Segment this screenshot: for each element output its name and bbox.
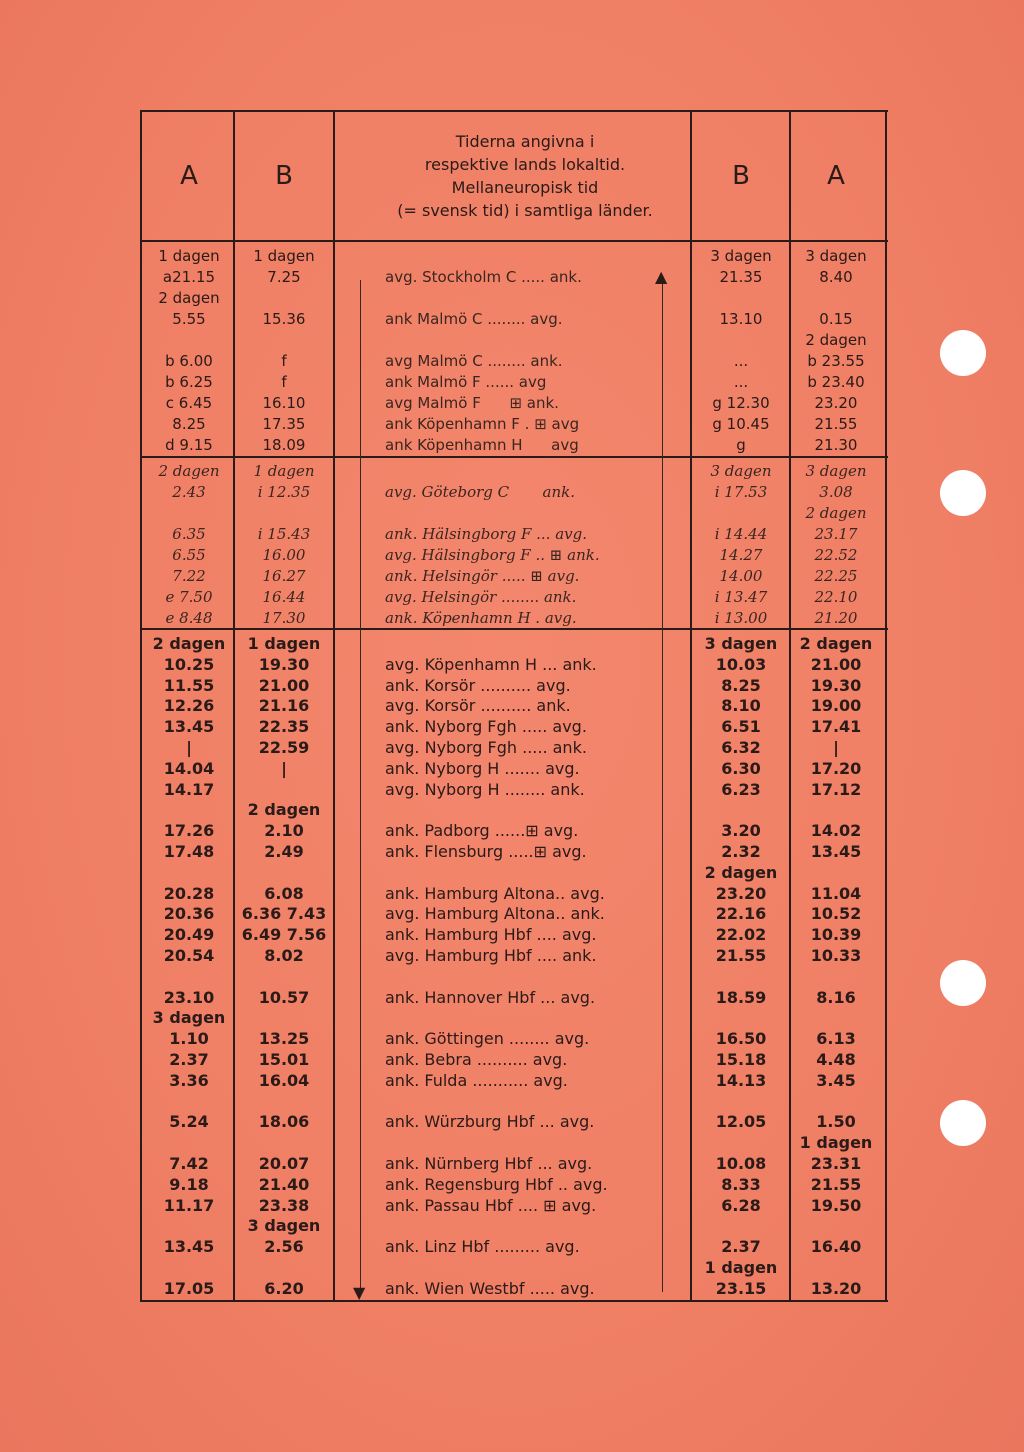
sec1-station-cell: ank Malmö F ...... avg [385, 373, 547, 391]
sec1-col-b-right-cell: g [736, 436, 746, 454]
sec1-col-a-left-cell: 1 dagen [158, 247, 220, 265]
sec3-col-a-right-cell: 14.02 [810, 821, 862, 841]
header-col-a-right: A [827, 161, 845, 191]
sec3-col-a-left-cell: 20.36 [163, 904, 215, 924]
sec2-col-a-left-cell: 7.22 [172, 567, 206, 585]
sec3-col-a-right-cell: 17.20 [810, 758, 862, 778]
sec2-col-b-left-cell: 16.44 [262, 588, 306, 606]
sec1-station-cell: ank Köpenhamn H avg [385, 436, 579, 454]
sec2-col-b-right-cell: i 17.53 [714, 483, 768, 501]
sec3-col-b-left-cell: 15.01 [258, 1050, 310, 1069]
sec3-col-a-right-cell: 19.50 [810, 1195, 862, 1215]
sec3-col-b-right-cell: 16.50 [715, 1029, 767, 1049]
sec3-col-a-right-cell: 10.33 [810, 946, 862, 965]
down-arrow-icon: ▼ [353, 1283, 366, 1302]
sec3-col-b-left-cell: 2 dagen [247, 800, 321, 820]
sec3-col-b-right-cell: 6.23 [721, 779, 761, 799]
sec3-col-b-right-cell: 12.05 [715, 1112, 767, 1132]
sec3-col-a-right-cell: 4.48 [816, 1050, 856, 1069]
col-divider-6 [885, 110, 887, 1302]
sec3-col-a-left-cell: | [186, 738, 192, 757]
sec3-station-cell: ank. Nürnberg Hbf ... avg. [385, 1154, 593, 1173]
sec3-col-a-left-cell: 5.24 [169, 1112, 209, 1132]
col-divider-1 [140, 110, 142, 1302]
sec3-col-a-left-cell: 13.45 [163, 717, 215, 737]
sec3-col-b-right-cell: 2.37 [721, 1237, 761, 1257]
sec3-col-b-left-cell: 6.20 [264, 1278, 304, 1298]
sec3-station-cell: avg. Korsör .......... ank. [385, 696, 571, 716]
sec3-col-b-left-cell: 3 dagen [247, 1216, 321, 1236]
sec1-station-cell: avg Malmö C ........ ank. [385, 352, 563, 370]
sec2-col-a-left-cell: 2 dagen [158, 462, 220, 480]
sec3-col-a-right-cell: 13.20 [810, 1278, 862, 1298]
sec3-col-b-left-cell: 22.59 [258, 738, 310, 757]
col-divider-2 [233, 110, 235, 1302]
sec3-col-b-right-cell: 6.30 [721, 758, 761, 778]
sec1-col-a-right-cell: b 23.40 [807, 373, 865, 391]
sec3-col-b-right-cell: 10.08 [715, 1154, 767, 1173]
sec3-station-cell: ank. Nyborg H ....... avg. [385, 758, 580, 778]
sec3-col-b-right-cell: 6.51 [721, 717, 761, 737]
sec3-col-b-right-cell: 18.59 [715, 987, 767, 1007]
sec1-col-a-left-cell: d 9.15 [165, 436, 213, 454]
sec2-col-a-right-cell: 22.10 [814, 588, 858, 606]
sec3-station-cell: avg. Hamburg Altona.. ank. [385, 904, 605, 924]
sec3-col-b-left-cell: 2.56 [264, 1237, 304, 1257]
sec2-col-b-left-cell: 1 dagen [253, 462, 315, 480]
sec3-col-a-left-cell: 17.48 [163, 842, 215, 861]
sec3-station-cell: ank. Würzburg Hbf ... avg. [385, 1112, 595, 1132]
sec2-col-a-right-cell: 22.25 [814, 567, 858, 585]
sec1-col-a-right-cell: 21.55 [814, 415, 858, 433]
sec3-col-b-right-cell: 22.16 [715, 904, 767, 924]
sec2-col-b-left-cell: 16.27 [262, 567, 306, 585]
sec3-col-b-right-cell: 23.20 [715, 883, 767, 903]
sec3-col-b-right-cell: 1 dagen [704, 1258, 778, 1277]
sec3-col-a-left-cell: 17.05 [163, 1278, 215, 1298]
sec3-col-a-left-cell: 14.17 [163, 779, 215, 799]
sec1-col-b-left-cell: 16.10 [262, 394, 306, 412]
sec3-col-b-left-cell: 22.35 [258, 717, 310, 737]
sec3-col-a-right-cell: 21.00 [810, 654, 862, 674]
sec3-col-b-right-cell: 2 dagen [704, 862, 778, 882]
sec3-col-b-left-cell: 6.08 [264, 883, 304, 903]
sec2-col-a-left-cell: 6.35 [172, 525, 206, 543]
sec3-col-a-right-cell: 8.16 [816, 987, 856, 1007]
northbound-route-line [662, 280, 663, 1292]
sec3-station-cell: ank. Passau Hbf .... ⊞ avg. [385, 1195, 597, 1215]
sec3-col-b-left-cell: 16.04 [258, 1070, 310, 1090]
binder-hole [940, 960, 986, 1006]
sec3-station-cell: avg. Nyborg Fgh ..... ank. [385, 738, 587, 757]
sec1-col-b-left-cell: 1 dagen [253, 247, 315, 265]
sec3-col-a-right-cell: 19.30 [810, 675, 862, 695]
sec3-station-cell: ank. Linz Hbf ......... avg. [385, 1237, 580, 1257]
section1-bottom-rule [140, 456, 888, 458]
sec3-col-b-left-cell: 8.02 [264, 946, 304, 965]
sec3-station-cell: ank. Flensburg .....⊞ avg. [385, 842, 587, 861]
sec1-col-b-left-cell: 15.36 [262, 310, 306, 328]
sec3-col-b-left-cell: 6.36 7.43 [241, 904, 327, 924]
col-divider-4 [690, 110, 692, 1302]
sec2-col-a-right-cell: 2 dagen [805, 504, 867, 522]
sec2-col-b-right-cell: i 13.47 [714, 588, 768, 606]
up-arrow-icon: ▲ [655, 267, 668, 286]
sec2-col-b-left-cell: 17.30 [262, 609, 306, 627]
sec3-col-b-left-cell: 23.38 [258, 1195, 310, 1215]
header-note-line: (= svensk tid) i samtliga länder. [397, 201, 653, 220]
sec2-station-cell: avg. Helsingör ........ ank. [385, 588, 577, 606]
sec3-col-b-left-cell: 18.06 [258, 1112, 310, 1132]
sec2-station-cell: ank. Helsingör ..... ⊞ avg. [385, 567, 580, 585]
sec2-col-b-right-cell: i 14.44 [714, 525, 768, 543]
sec3-col-b-left-cell: 21.16 [258, 696, 310, 716]
sec1-col-a-left-cell: b 6.25 [165, 373, 213, 391]
sec1-col-a-right-cell: 8.40 [819, 268, 853, 286]
sec2-station-cell: ank. Köpenhamn H . avg. [385, 609, 577, 627]
sec1-col-b-left-cell: 18.09 [262, 436, 306, 454]
sec3-col-a-left-cell: 17.26 [163, 821, 215, 841]
sec3-col-b-left-cell: 2.10 [264, 821, 304, 841]
sec2-col-a-left-cell: 6.55 [172, 546, 206, 564]
sec2-col-b-left-cell: i 15.43 [257, 525, 311, 543]
sec3-col-a-right-cell: 1 dagen [799, 1133, 873, 1153]
sec3-col-a-left-cell: 7.42 [169, 1154, 209, 1173]
sec3-station-cell: ank. Fulda ........... avg. [385, 1070, 568, 1090]
sec3-col-a-right-cell: 17.12 [810, 779, 862, 799]
sec2-col-b-right-cell: i 13.00 [714, 609, 768, 627]
sec3-col-a-left-cell: 13.45 [163, 1237, 215, 1257]
sec3-col-b-left-cell: 10.57 [258, 987, 310, 1007]
sec3-col-a-left-cell: 1.10 [169, 1029, 209, 1049]
sec3-col-a-right-cell: 13.45 [810, 842, 862, 861]
sec1-station-cell: avg. Stockholm C ..... ank. [385, 268, 582, 286]
sec3-col-b-right-cell: 15.18 [715, 1050, 767, 1069]
sec3-col-a-left-cell: 11.17 [163, 1195, 215, 1215]
sec3-col-b-right-cell: 8.33 [721, 1174, 761, 1194]
sec3-station-cell: ank. Hamburg Hbf .... avg. [385, 925, 597, 945]
sec2-col-b-right-cell: 14.27 [719, 546, 763, 564]
binder-hole [940, 1100, 986, 1146]
sec3-col-a-right-cell: 1.50 [816, 1112, 856, 1132]
sec3-station-cell: ank. Bebra .......... avg. [385, 1050, 568, 1069]
sec2-col-b-right-cell: 14.00 [719, 567, 763, 585]
sec3-col-b-right-cell: 23.15 [715, 1278, 767, 1298]
sec2-col-b-left-cell: i 12.35 [257, 483, 311, 501]
sec3-col-b-right-cell: 2.32 [721, 842, 761, 861]
sec1-col-b-right-cell: g 10.45 [712, 415, 770, 433]
sec3-col-a-right-cell: 17.41 [810, 717, 862, 737]
sec3-col-a-left-cell: 23.10 [163, 987, 215, 1007]
sec3-col-a-right-cell: 10.39 [810, 925, 862, 945]
sec3-col-a-right-cell: 3.45 [816, 1070, 856, 1090]
table-top-rule [140, 110, 888, 112]
sec3-col-a-right-cell: 2 dagen [799, 634, 873, 653]
header-note-line: Tiderna angivna i [455, 132, 595, 151]
sec3-col-a-left-cell: 2 dagen [152, 634, 226, 653]
sec3-station-cell: avg. Hamburg Hbf .... ank. [385, 946, 597, 965]
sec3-station-cell: ank. Wien Westbf ..... avg. [385, 1278, 595, 1298]
sec3-col-a-left-cell: 3 dagen [152, 1008, 226, 1028]
sec2-station-cell: ank. Hälsingborg F ... avg. [385, 525, 588, 543]
sec3-col-b-right-cell: 22.02 [715, 925, 767, 945]
sec1-col-b-left-cell: f [281, 352, 287, 370]
header-timezone-note [380, 130, 670, 222]
header-col-a-left: A [180, 161, 198, 191]
sec2-station-cell: avg. Göteborg C ank. [385, 483, 575, 501]
sec2-col-b-left-cell: 16.00 [262, 546, 306, 564]
sec1-col-a-left-cell: 2 dagen [158, 289, 220, 307]
sec3-col-a-right-cell: 21.55 [810, 1174, 862, 1194]
sec1-col-a-right-cell: 3 dagen [805, 247, 867, 265]
header-col-b-right: B [732, 161, 750, 191]
binder-hole [940, 470, 986, 516]
sec2-col-a-left-cell: e 8.48 [165, 609, 213, 627]
sec1-station-cell: ank Malmö C ........ avg. [385, 310, 563, 328]
sec1-col-a-right-cell: 21.30 [814, 436, 858, 454]
sec3-station-cell: avg. Köpenhamn H ... ank. [385, 654, 597, 674]
sec3-col-b-left-cell: 20.07 [258, 1154, 310, 1173]
sec3-station-cell: ank. Korsör .......... avg. [385, 675, 571, 695]
sec3-col-b-left-cell: 2.49 [264, 842, 304, 861]
sec3-col-a-right-cell: 19.00 [810, 696, 862, 716]
sec2-col-a-right-cell: 21.20 [814, 609, 858, 627]
sec3-col-b-left-cell: | [281, 758, 287, 778]
sec2-col-b-right-cell: 3 dagen [710, 462, 772, 480]
sec2-col-a-right-cell: 3.08 [819, 483, 853, 501]
sec1-col-b-left-cell: 7.25 [267, 268, 301, 286]
sec3-col-a-left-cell: 11.55 [163, 675, 215, 695]
southbound-route-line [360, 280, 361, 1292]
sec3-station-cell: ank. Göttingen ........ avg. [385, 1029, 590, 1049]
sec3-col-a-left-cell: 20.49 [163, 925, 215, 945]
sec3-station-cell: avg. Nyborg H ........ ank. [385, 779, 585, 799]
sec1-col-b-right-cell: 13.10 [719, 310, 763, 328]
sec1-col-b-left-cell: 17.35 [262, 415, 306, 433]
sec2-col-a-right-cell: 22.52 [814, 546, 858, 564]
sec1-col-a-right-cell: 2 dagen [805, 331, 867, 349]
sec1-col-b-right-cell: g 12.30 [712, 394, 770, 412]
sec2-col-a-left-cell: 2.43 [172, 483, 206, 501]
sec1-col-a-right-cell: 23.20 [814, 394, 858, 412]
col-divider-5 [789, 110, 791, 1302]
sec1-col-a-left-cell: c 6.45 [165, 394, 213, 412]
sec1-col-b-right-cell: 21.35 [719, 268, 763, 286]
sec3-station-cell: ank. Regensburg Hbf .. avg. [385, 1174, 608, 1194]
sec1-col-a-right-cell: 0.15 [819, 310, 853, 328]
binder-hole [940, 330, 986, 376]
sec3-col-a-left-cell: 2.37 [169, 1050, 209, 1069]
sec1-col-a-left-cell: 5.55 [172, 310, 206, 328]
sec1-col-b-right-cell: 3 dagen [710, 247, 772, 265]
sec3-col-b-left-cell: 6.49 7.56 [241, 925, 327, 945]
sec3-col-a-left-cell: 20.54 [163, 946, 215, 965]
sec3-col-a-left-cell: 10.25 [163, 654, 215, 674]
sec1-col-b-right-cell: ... [733, 373, 749, 391]
sec1-col-a-left-cell: b 6.00 [165, 352, 213, 370]
sec1-col-b-right-cell: ... [733, 352, 749, 370]
sec3-station-cell: ank. Padborg ......⊞ avg. [385, 821, 579, 841]
sec3-col-a-right-cell: 11.04 [810, 883, 862, 903]
sec3-col-b-left-cell: 21.00 [258, 675, 310, 695]
sec3-col-b-right-cell: 6.32 [721, 738, 761, 757]
sec3-col-b-left-cell: 1 dagen [247, 634, 321, 653]
sec3-col-a-left-cell: 12.26 [163, 696, 215, 716]
sec1-station-cell: ank Köpenhamn F . ⊞ avg [385, 415, 580, 433]
sec3-col-b-right-cell: 3 dagen [704, 634, 778, 653]
sec2-col-a-left-cell: e 7.50 [165, 588, 213, 606]
sec3-col-a-right-cell: 6.13 [816, 1029, 856, 1049]
sec3-col-a-right-cell: | [833, 738, 839, 757]
sec3-col-a-left-cell: 9.18 [169, 1174, 209, 1194]
sec3-col-a-left-cell: 3.36 [169, 1070, 209, 1090]
sec3-col-b-right-cell: 10.03 [715, 654, 767, 674]
sec3-col-a-left-cell: 14.04 [163, 758, 215, 778]
sec3-col-b-right-cell: 8.10 [721, 696, 761, 716]
sec3-col-b-right-cell: 14.13 [715, 1070, 767, 1090]
header-note-line: Mellaneuropisk tid [451, 178, 599, 197]
sec3-col-a-left-cell: 20.28 [163, 883, 215, 903]
sec2-col-a-right-cell: 3 dagen [805, 462, 867, 480]
sec3-col-b-left-cell: 21.40 [258, 1174, 310, 1194]
sec3-col-b-right-cell: 3.20 [721, 821, 761, 841]
sec3-col-a-right-cell: 10.52 [810, 904, 862, 924]
sec3-col-b-left-cell: 19.30 [258, 654, 310, 674]
sec3-col-a-right-cell: 16.40 [810, 1237, 862, 1257]
sec3-col-b-right-cell: 8.25 [721, 675, 761, 695]
sec2-station-cell: avg. Hälsingborg F .. ⊞ ank. [385, 546, 600, 564]
header-note-line: respektive lands lokaltid. [424, 155, 626, 174]
sec3-col-a-right-cell: 23.31 [810, 1154, 862, 1173]
sec1-col-a-left-cell: 8.25 [172, 415, 206, 433]
sec1-station-cell: avg Malmö F ⊞ ank. [385, 394, 559, 412]
sec3-col-b-right-cell: 6.28 [721, 1195, 761, 1215]
col-divider-3 [333, 110, 335, 1302]
sec3-col-b-left-cell: 13.25 [258, 1029, 310, 1049]
sec3-station-cell: ank. Nyborg Fgh ..... avg. [385, 717, 587, 737]
sec2-col-a-right-cell: 23.17 [814, 525, 858, 543]
sec3-col-b-right-cell: 21.55 [715, 946, 767, 965]
sec3-station-cell: ank. Hamburg Altona.. avg. [385, 883, 605, 903]
table-bottom-rule [140, 1300, 888, 1302]
sec1-col-a-left-cell: a21.15 [162, 268, 216, 286]
header-bottom-rule [140, 240, 888, 242]
sec3-station-cell: ank. Hannover Hbf ... avg. [385, 987, 596, 1007]
sec1-col-a-right-cell: b 23.55 [807, 352, 865, 370]
sec1-col-b-left-cell: f [281, 373, 287, 391]
header-col-b-left: B [275, 161, 293, 191]
